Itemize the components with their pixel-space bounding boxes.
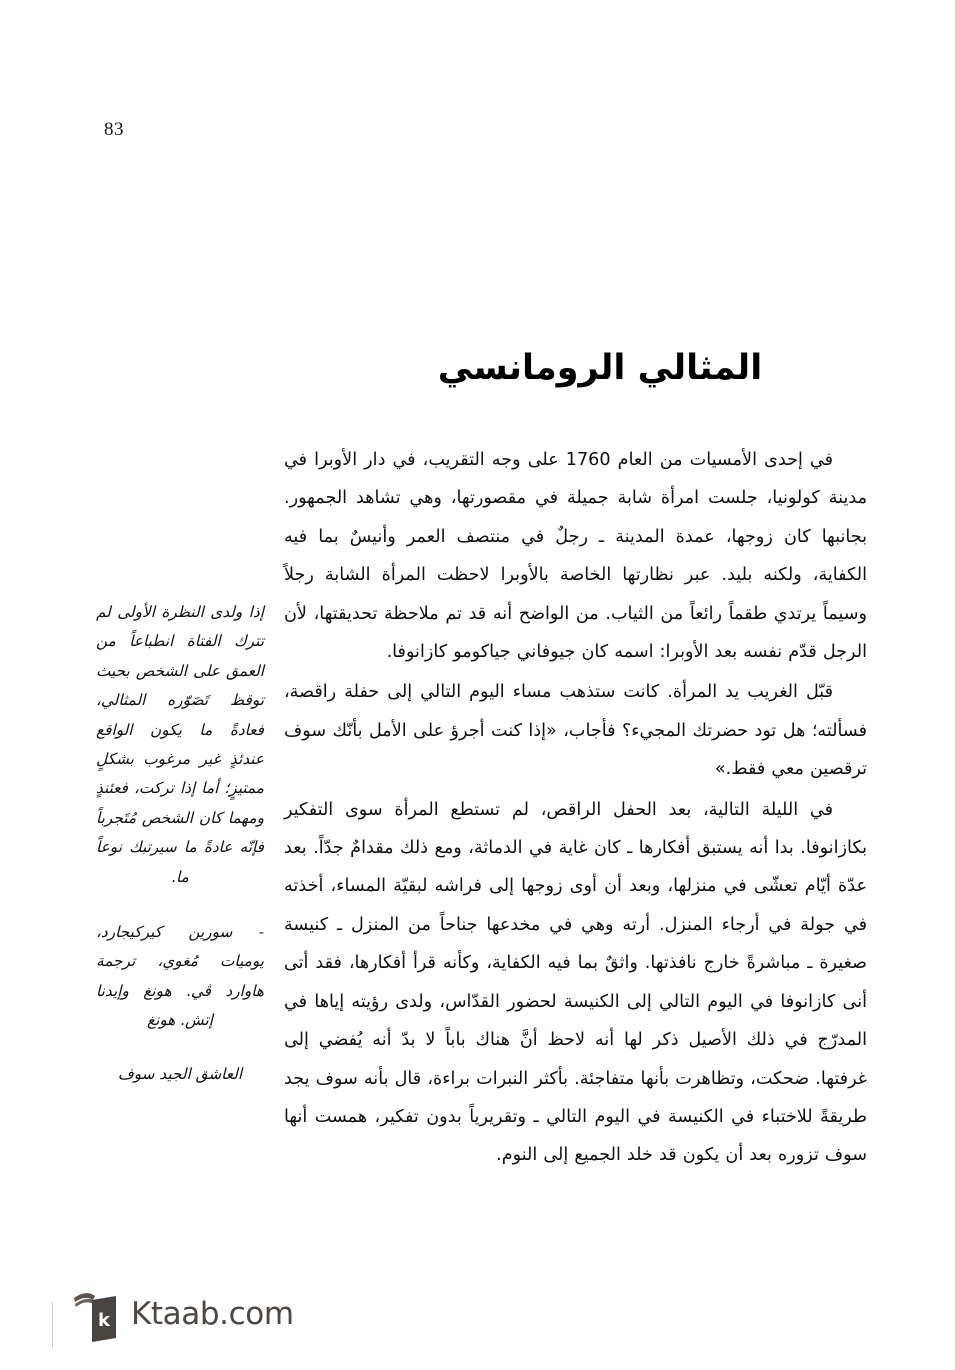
margin-quote-attribution: - سورين كيركيجارد، يوميات مُغوي، ترجمة هاوارد ڤي. هونغ وإيدنا إتش. هونغ — [96, 923, 264, 1030]
book-logo-icon — [72, 1288, 118, 1344]
body-paragraph: في الليلة التالية، بعد الحفل الراقص، لم تستطع المرأة سوى التفكير بكازانوفا. بدا أنه يستبق أفكارها ـ كان غاية في الدماثة، ومع ذلك مقدامٌ جدّاً. بعد عدّة أيّام تعشّى في منزلها، وبعد أن أوى زوجها إلى فراشه لبقيّة المساء، أخذته في جولة في أرجاء المنزل. أرته وهي في مخدعها جناحاً من المنزل ـ كنيسة صغيرة ـ مباشرةً خارج نافذتها. واثقٌ بما فيه الكفاية، وكأنه قرأ أفكارها، فقد أتى أنى كازانوفا في اليوم التالي إلى الكنيسة لحضور القدّاس، ولدى رؤيته إياها في المدرّج في ذلك الأصيل ذكر لها أنه لاحظ أنَّ هناك باباً لا بدّ أنه يُفضي إلى غرفتها. ضحكت، وتظاهرت بأنها متفاجئة. بأكثر النبرات براءة، قال بأنه سوف يجد طريقةً للاختباء في الكنيسة في اليوم التالي ـ وتقريرياً بدون تفكير، همست أنها سوف تزوره بعد أن يكون قد خلد الجميع إلى النوم. — [284, 799, 867, 1166]
body-paragraph: قبّل الغريب يد المرأة. كانت ستذهب مساء اليوم التالي إلى حفلة راقصة، فسألته؛ هل تود حضرتك المجيء؟ فأجاب، «إذا كنت أجرؤ على الأمل بأنّك سوف ترقصين معي فقط.» — [284, 682, 867, 780]
watermark — [72, 1288, 294, 1344]
margin-quote-text: إذا ولدى النظرة الأولى لم تترك الفتاة انطباعاً من العمق على الشخص بحيث توقظ تَصَوّره المثالي، فعادةً ما يكون الواقع عندئذٍ غير مرغوب بشكلٍ ممتيزٍ؛ أما إذا تركت، فعئنذٍ ومهما كان الشخص مُتَجرباً فإنّه عادةً ما سيرتبك نوعاً ما. — [96, 603, 264, 886]
watermark-label: Ktaab.com — [131, 1296, 294, 1332]
margin-pull-quote — [96, 598, 264, 1089]
margin-quote-tagline: العاشق الجيد سوف — [117, 1064, 243, 1083]
book-logo-letter: k — [98, 1310, 110, 1331]
body-text-column — [284, 441, 867, 1177]
page-binding-line — [52, 1302, 53, 1348]
page-title: المثالي الرومانسي — [437, 348, 763, 389]
page-number: 83 — [104, 119, 124, 140]
body-paragraph: في إحدى الأمسيات من العام 1760 على وجه التقريب، في دار الأوبرا في مدينة كولونيا، جلست امرأة شابة جميلة في مقصورتها، وهي تشاهد الجمهور. بجانبها كان زوجها، عمدة المدينة ـ رجلٌ في منتصف العمر وأنيسٌ بما فيه الكفاية، ولكنه بليد. عبر نظارتها الخاصة بالأوبرا لاحظت المرأة الشابة رجلاً وسيماً يرتدي طقماً رائعاً من الثياب. من الواضح أنه قد تم ملاحظة تحديقتها، لأن الرجل قدّم نفسه بعد الأوبرا: اسمه كان جيوفاني جياكومو كازانوفا. — [284, 450, 867, 663]
